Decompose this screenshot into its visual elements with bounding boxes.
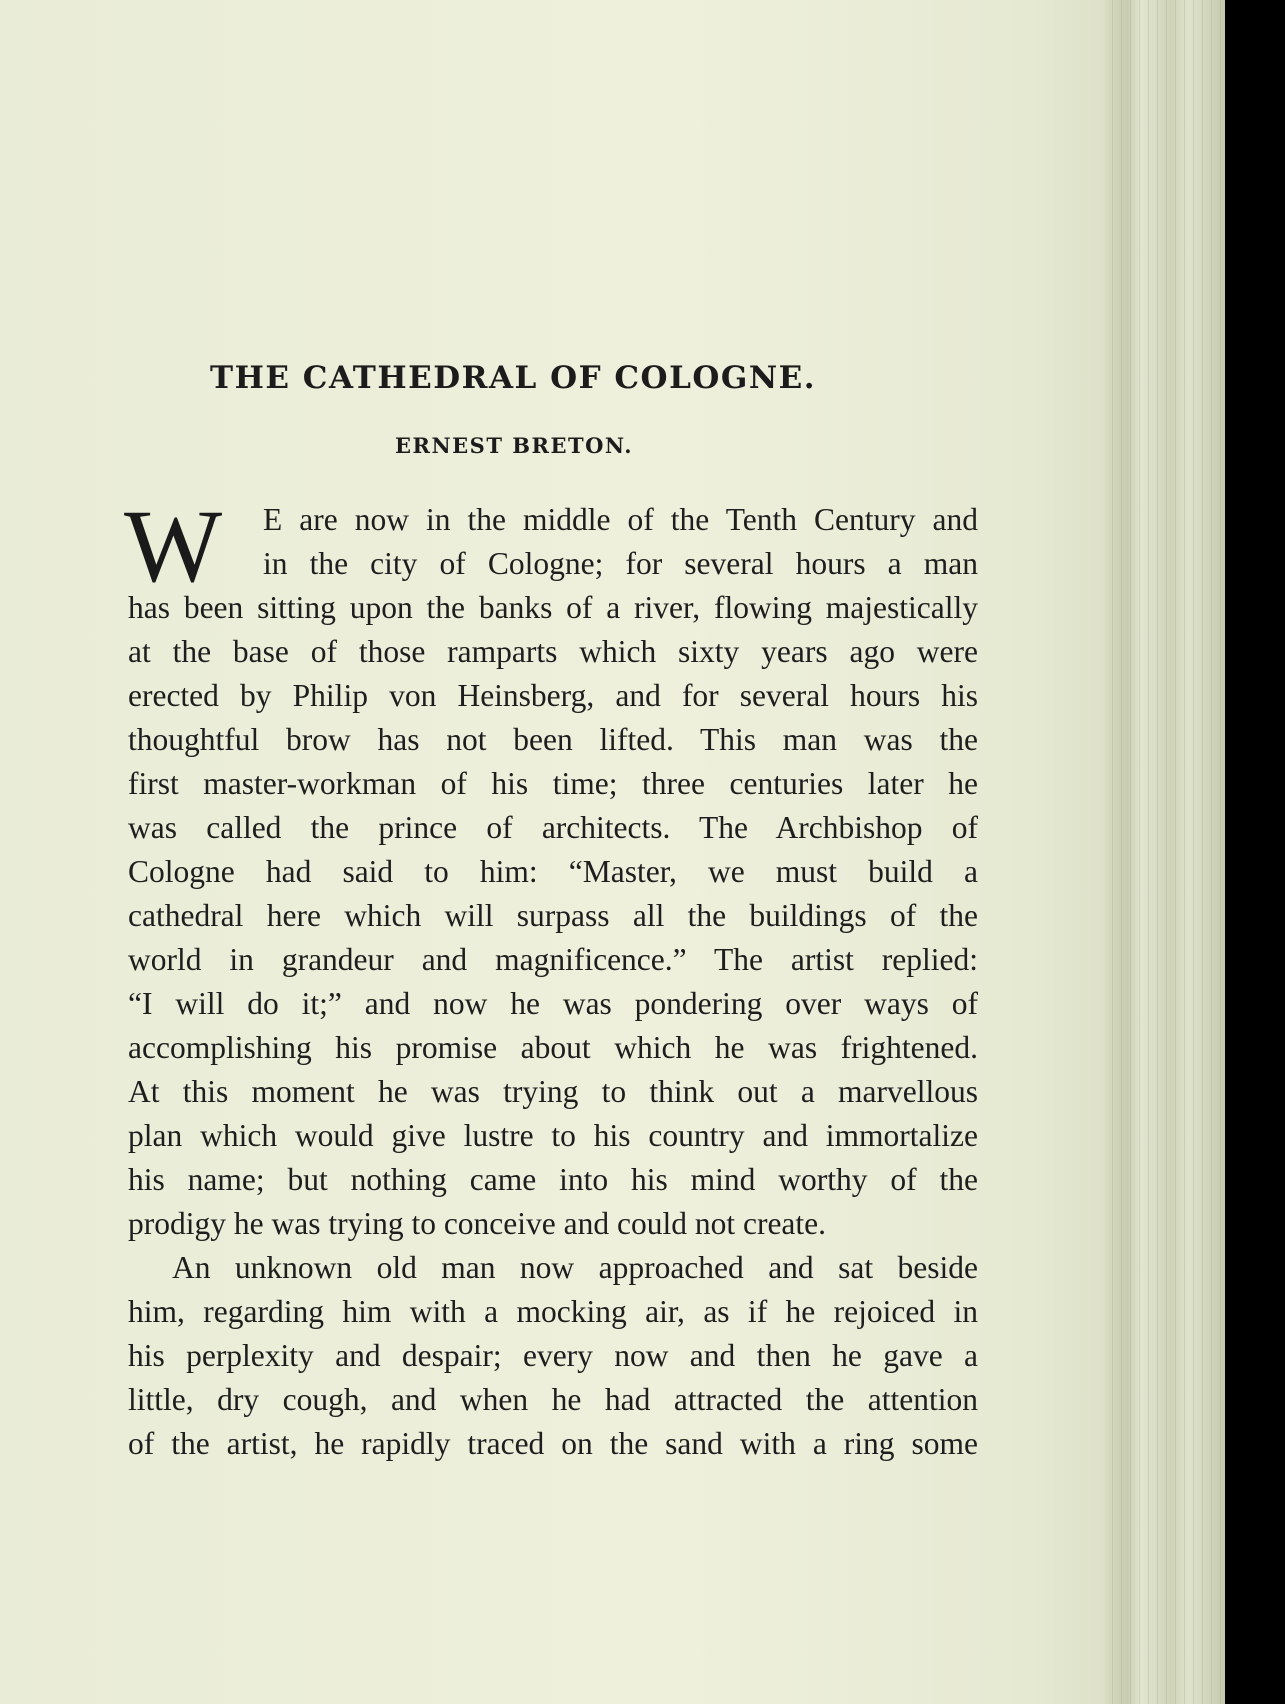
text-line: An unknown old man now approached and sat beside <box>172 1250 978 1285</box>
text-line: At this moment he was trying to think out a marvellous <box>128 1074 978 1109</box>
text-line: his perplexity and despair; every now and then he gave a <box>128 1338 978 1373</box>
text-line: world in grandeur and magnificence.” The artist replied: <box>128 942 978 977</box>
text-line: has been sitting upon the banks of a river, flowing majestically <box>128 590 978 625</box>
text-line: erected by Philip von Heinsberg, and for several hours his <box>128 678 978 713</box>
drop-cap: W <box>124 489 223 604</box>
text-line: his name; but nothing came into his mind worthy of the <box>128 1162 978 1197</box>
text-line: accomplishing his promise about which he was frightened. <box>128 1030 978 1065</box>
text-line: cathedral here which will surpass all the buildings of the <box>128 898 978 933</box>
text-line: thoughtful brow has not been lifted. This man was the <box>128 722 978 757</box>
page-edges <box>1112 0 1222 1704</box>
chapter-title: THE CATHEDRAL OF COLOGNE. <box>210 360 817 396</box>
text-line: E are now in the middle of the Tenth Century and <box>263 502 978 537</box>
text-line: first master-workman of his time; three centuries later he <box>128 766 978 801</box>
text-line: was called the prince of architects. The Archbishop of <box>128 810 978 845</box>
body-text <box>128 498 978 1466</box>
text-line: “I will do it;” and now he was pondering over ways of <box>128 986 978 1021</box>
text-line: him, regarding him with a mocking air, as if he rejoiced in <box>128 1294 978 1329</box>
text-line: at the base of those ramparts which sixty years ago were <box>128 634 978 669</box>
text-line: prodigy he was trying to conceive and could not create. <box>128 1206 827 1241</box>
text-line: Cologne had said to him: “Master, we must build a <box>128 854 978 889</box>
text-line: in the city of Cologne; for several hours a man <box>263 546 978 581</box>
text-line: plan which would give lustre to his country and immortalize <box>128 1118 978 1153</box>
author-name: ERNEST BRETON. <box>395 433 634 458</box>
text-line: little, dry cough, and when he had attracted the attention <box>128 1382 978 1417</box>
text-line: of the artist, he rapidly traced on the sand with a ring some <box>128 1426 978 1461</box>
background-edge <box>1225 0 1285 1704</box>
